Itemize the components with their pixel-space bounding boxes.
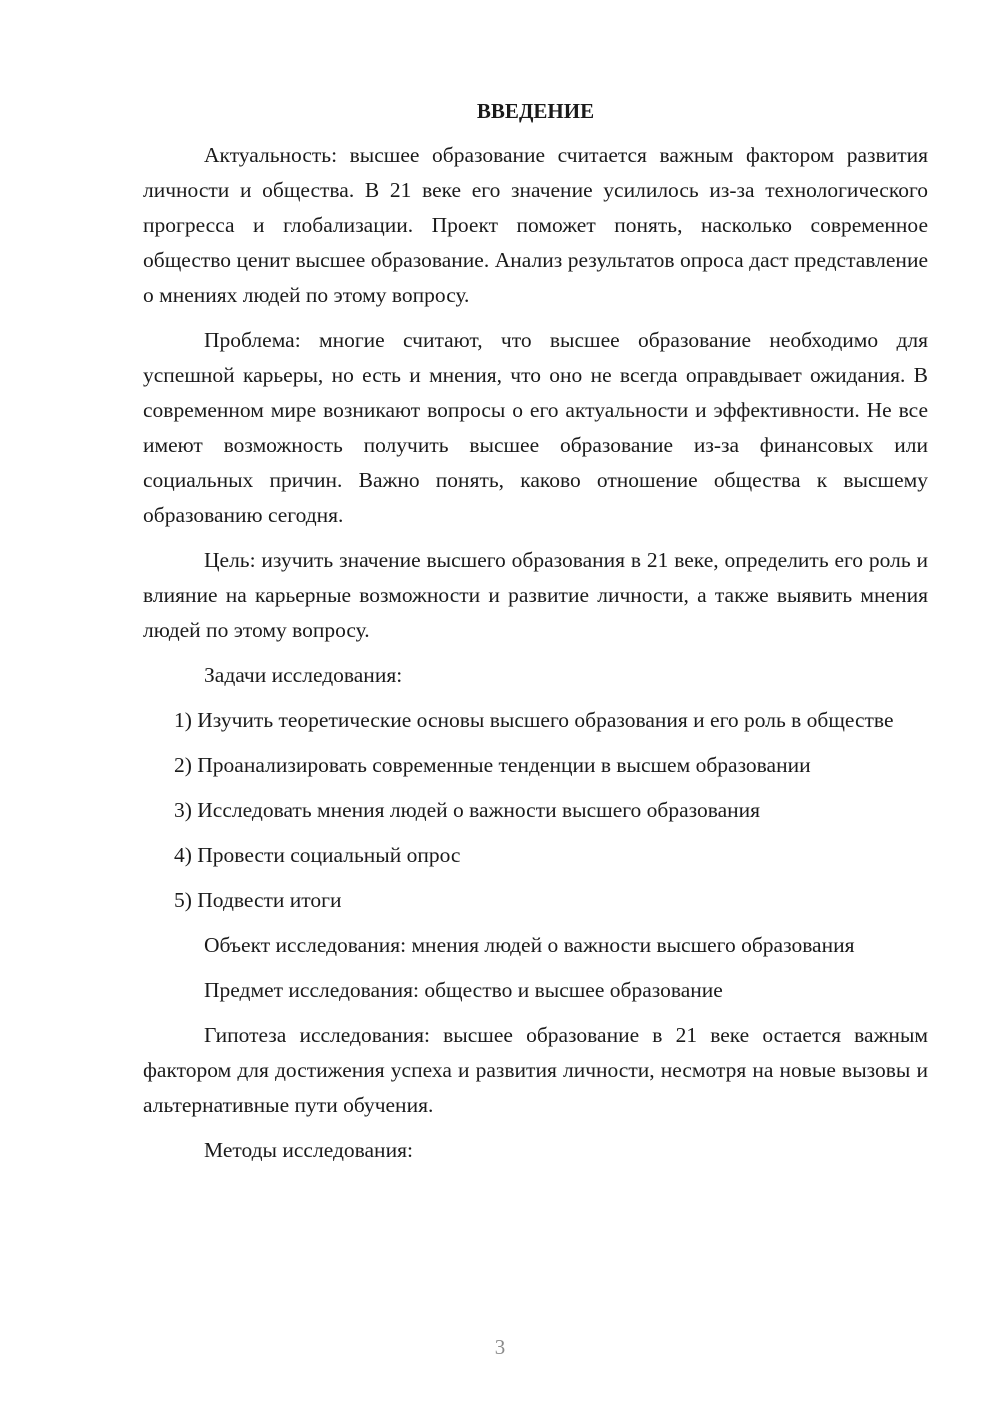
page-number: 3 (494, 1335, 506, 1359)
hypothesis-paragraph: Гипотеза исследования: высшее образование в 21 веке остается важным фактором для достижения успеха и развития личности, несмотря на новые вызовы и альтернативные пути обучения. (143, 1023, 928, 1117)
problem-paragraph: Проблема: многие считают, что высшее образование необходимо для успешной карьеры, но есть и мнения, что оно не всегда оправдывает ожидания. В современном мире возникают вопросы о его актуальности и эффективности. Не все имеют возможность получить высшее образование из-за финансовых или социальных причин. Важно понять, каково отношение общества к высшему образованию сегодня. (143, 328, 928, 527)
tasks-heading: Задачи исследования: (204, 663, 403, 687)
task-item: 5) Подвести итоги (174, 888, 342, 912)
goal-paragraph: Цель: изучить значение высшего образования в 21 веке, определить его роль и влияние на карьерные возможности и развитие личности, а также выявить мнения людей по этому вопросу. (143, 548, 928, 642)
subject-paragraph: Предмет исследования: общество и высшее образование (204, 978, 723, 1002)
relevance-paragraph: Актуальность: высшее образование считается важным фактором развития личности и общества. В 21 веке его значение усилилось из-за технологического прогресса и глобализации. Проект поможет понять, насколько современное общество ценит высшее образование. Анализ результатов опроса даст представление о мнениях людей по этому вопросу. (143, 143, 928, 307)
object-paragraph: Объект исследования: мнения людей о важности высшего образования (204, 933, 855, 957)
document-page (143, 96, 928, 1178)
methods-heading: Методы исследования: (204, 1138, 413, 1162)
task-item: 3) Исследовать мнения людей о важности высшего образования (174, 798, 761, 822)
task-item: 4) Провести социальный опрос (174, 843, 461, 867)
section-title: ВВЕДЕНИЕ (476, 99, 595, 123)
task-item: 2) Проанализировать современные тенденции в высшем образовании (174, 753, 811, 777)
task-item: 1) Изучить теоретические основы высшего образования и его роль в обществе (174, 708, 894, 732)
